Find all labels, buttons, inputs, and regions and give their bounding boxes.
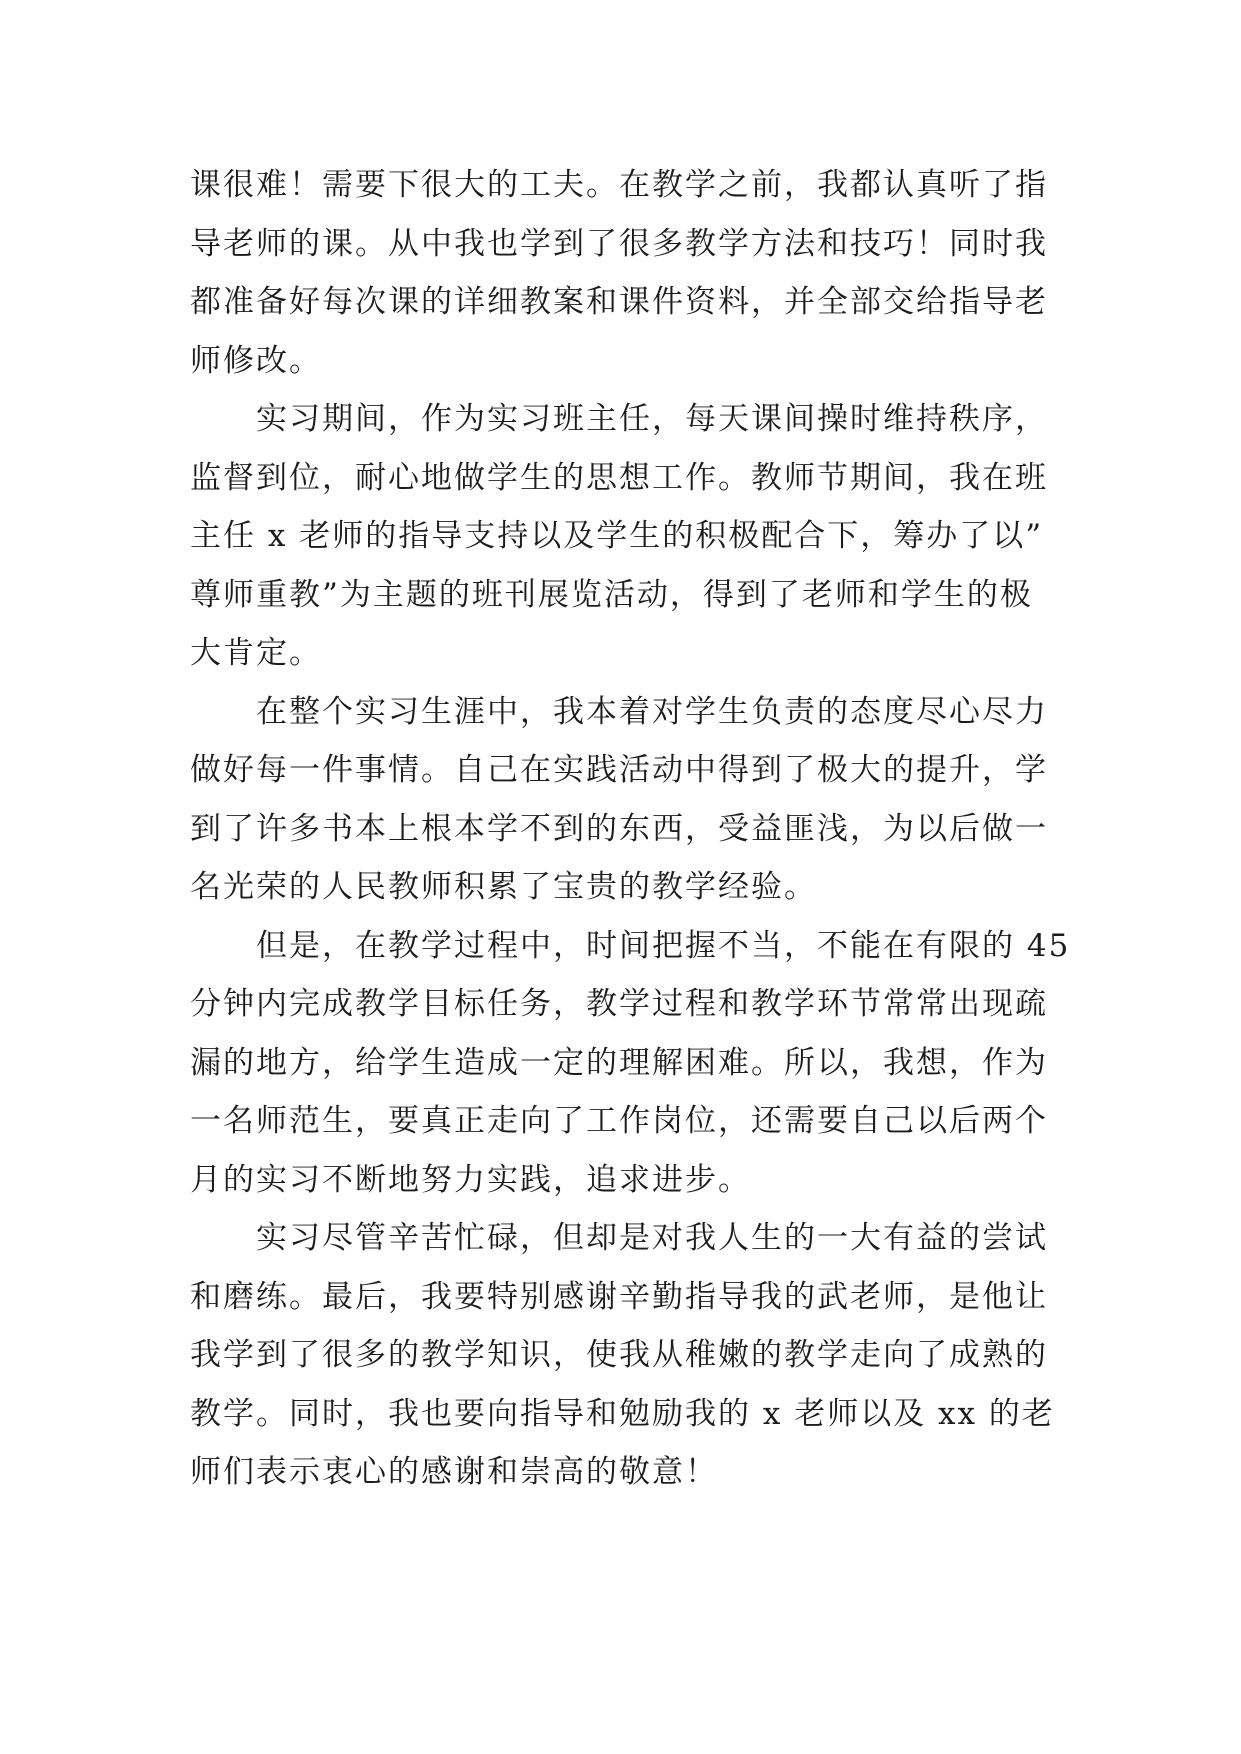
text-line: 分钟内完成教学目标任务，教学过程和教学环节常常出现疏: [190, 986, 1048, 1022]
text-line: 做好每一件事情。自己在实践活动中得到了极大的提升，学: [190, 752, 1048, 788]
text-line: 到了许多书本上根本学不到的东西，受益匪浅，为以后做一: [190, 810, 1048, 847]
text-line: 监督到位，耐心地做学生的思想工作。教师节期间，我在班: [190, 459, 1048, 496]
paragraph-first-line: 实习期间，作为实习班主任，每天课间操时维持秩序，: [256, 401, 1048, 437]
text-line: 月的实习不断地努力实践，追求进步。: [190, 1161, 751, 1198]
text-line: 教学。同时，我也要向指导和勉励我的 x 老师以及 xx 的老: [190, 1395, 1055, 1432]
text-line: 名光荣的人民教师积累了宝贵的教学经验。: [190, 869, 817, 905]
text-line: 师修改。: [190, 342, 322, 379]
text-line: 课很难！需要下很大的工夫。在教学之前，我都认真听了指: [190, 167, 1048, 203]
text-line: 师们表示衷心的感谢和崇高的敬意！: [190, 1454, 718, 1490]
paragraph-first-line: 在整个实习生涯中，我本着对学生负责的态度尽心尽力: [256, 693, 1048, 730]
document-body: [190, 156, 1071, 1502]
text-line: 都准备好每次课的详细教案和课件资料，并全部交给指导老: [190, 284, 1048, 320]
paragraph-first-line: 实习尽管辛苦忙碌，但却是对我人生的一大有益的尝试: [256, 1220, 1048, 1256]
text-line: 主任 x 老师的指导支持以及学生的积极配合下，筹办了以”: [190, 518, 1044, 554]
text-line: 大肯定。: [190, 635, 322, 671]
text-line: 和磨练。最后，我要特别感谢辛勤指导我的武老师，是他让: [190, 1278, 1048, 1315]
text-line: 我学到了很多的教学知识，使我从稚嫩的教学走向了成熟的: [190, 1337, 1048, 1373]
paragraph-first-line: 但是，在教学过程中，时间把握不当，不能在有限的 45: [256, 927, 1071, 964]
text-line: 一名师范生，要真正走向了工作岗位，还需要自己以后两个: [190, 1103, 1048, 1139]
text-line: 导老师的课。从中我也学到了很多教学方法和技巧！同时我: [190, 225, 1048, 262]
text-line: 尊师重教”为主题的班刊展览活动，得到了老师和学生的极: [190, 576, 1033, 613]
text-line: 漏的地方，给学生造成一定的理解困难。所以，我想，作为: [190, 1044, 1048, 1081]
